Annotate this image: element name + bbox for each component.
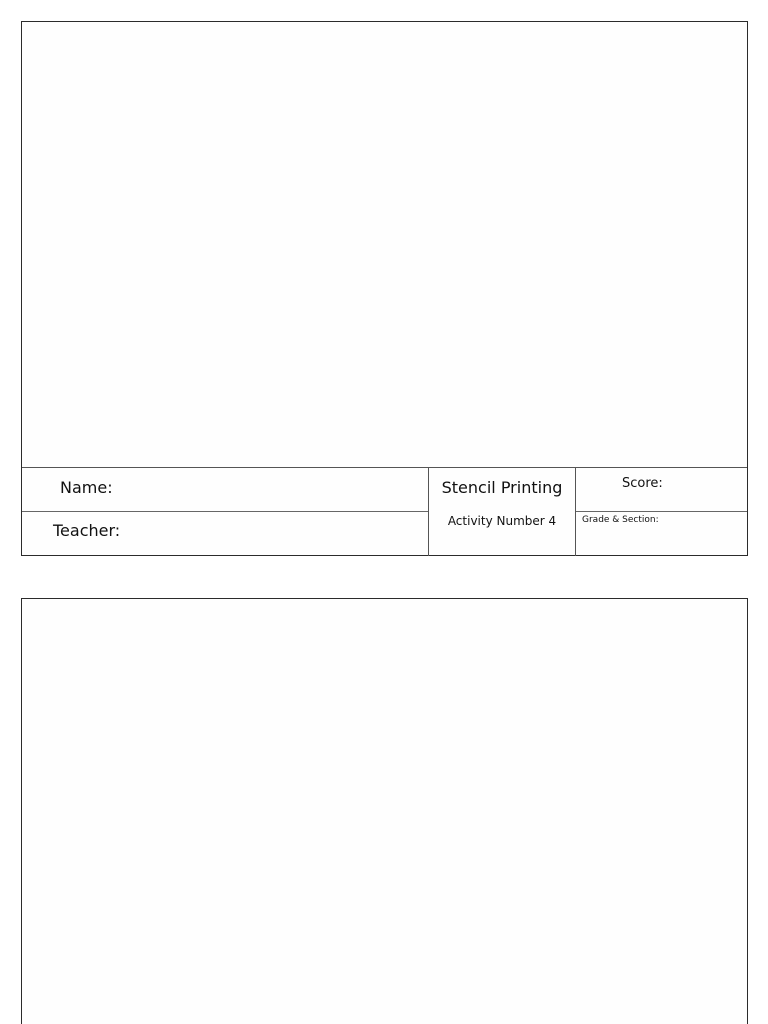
grade-section-label: Grade & Section: xyxy=(582,515,659,525)
second-drawing-area xyxy=(22,599,747,1024)
drawing-area xyxy=(22,22,747,467)
grade-section-cell xyxy=(576,512,747,556)
activity-title-cell xyxy=(428,468,576,556)
worksheet-sheet xyxy=(21,21,748,556)
teacher-label: Teacher: xyxy=(53,521,121,540)
teacher-cell xyxy=(22,512,428,556)
activity-number: Activity Number 4 xyxy=(447,514,557,528)
score-label: Score: xyxy=(622,476,663,491)
info-strip xyxy=(22,467,747,556)
name-cell xyxy=(22,468,428,512)
score-cell xyxy=(576,468,747,512)
name-label: Name: xyxy=(60,478,113,497)
activity-title: Stencil Printing xyxy=(441,478,563,497)
second-sheet xyxy=(21,598,748,1024)
